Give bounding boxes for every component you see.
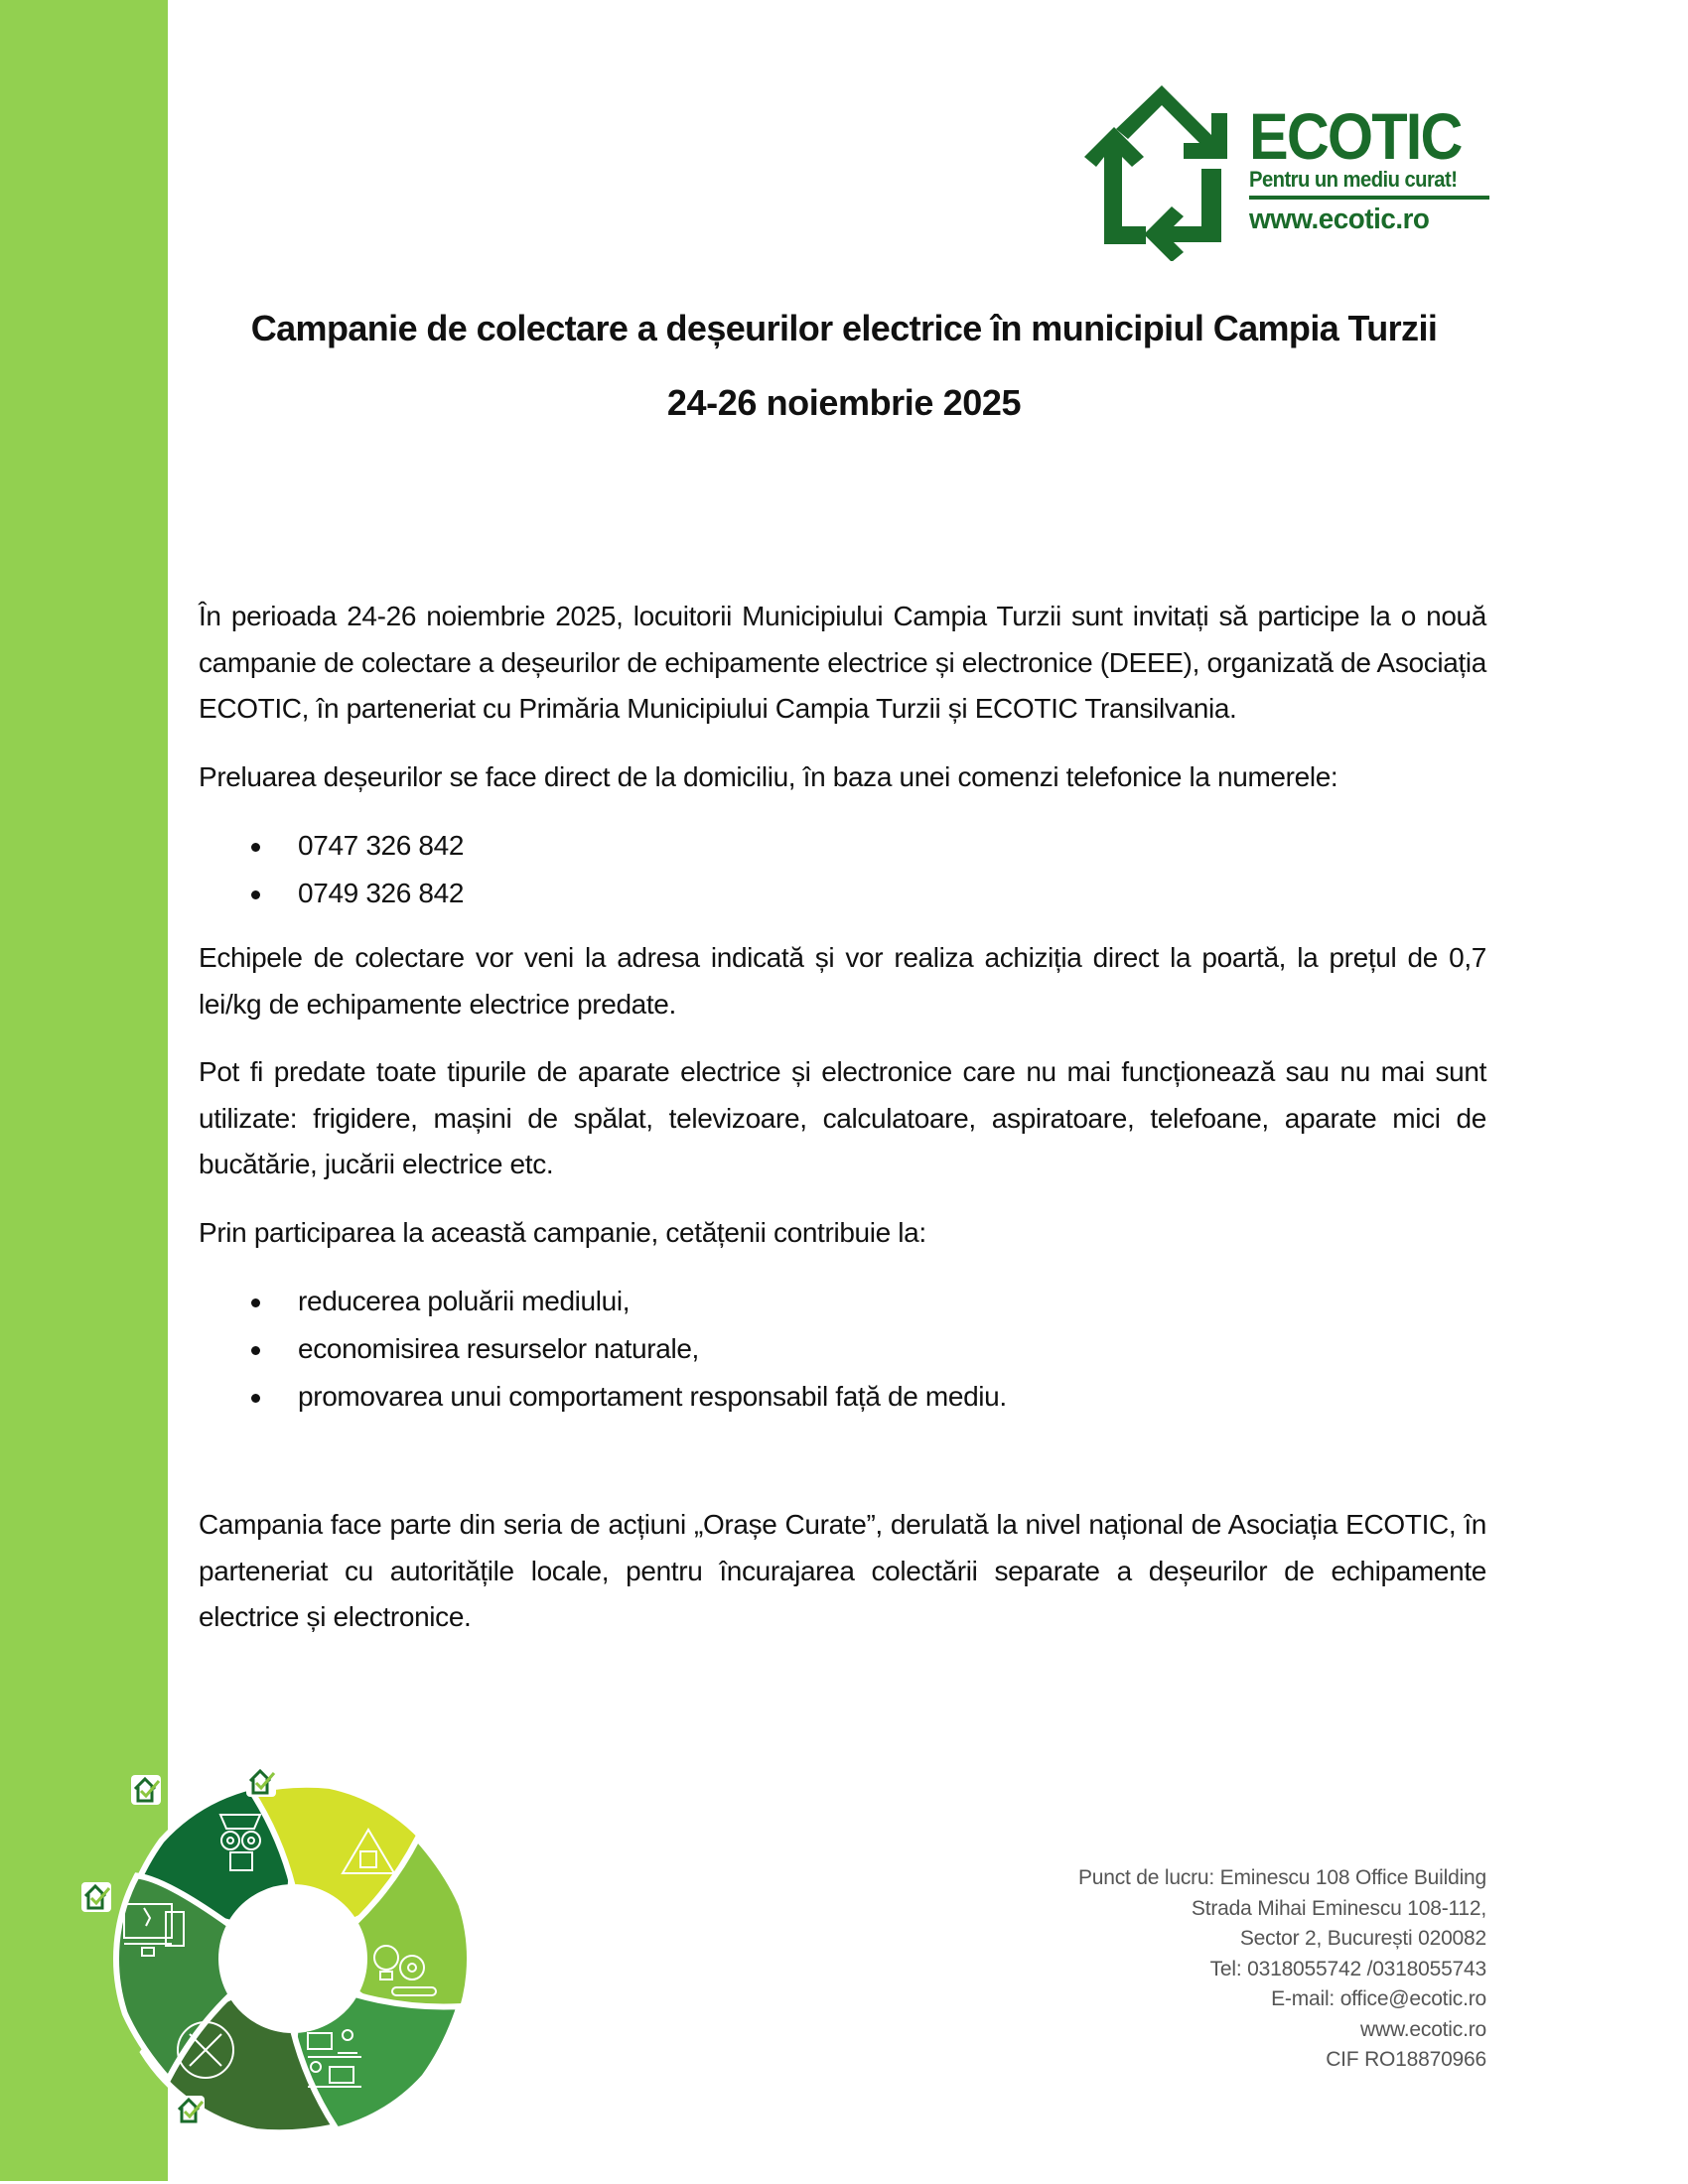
address-workplace: Punct de lucru: Eminescu 108 Office Building (1077, 1866, 1486, 1889)
logo-url: www.ecotic.ro (1249, 204, 1430, 235)
intro-paragraph: În perioada 24-26 noiembrie 2025, locuitorii Municipiului Campia Turzii sunt invitați să participe la o nouă campanie de colectare a deșeurilor de echipamente electrice și electronice (DEEE), organizată de Asociația ECOTIC, în parteneriat cu Primăria Municipiului Campia Turzii și ECOTIC Transilvania. (199, 601, 1486, 724)
title-block (199, 298, 1489, 425)
bullet-icon (251, 843, 260, 852)
address-cif: CIF RO18870966 (1326, 2048, 1486, 2071)
phone-list (199, 822, 1486, 917)
document-body (199, 594, 1486, 1663)
bullet-icon (251, 1298, 260, 1307)
accepted-items-paragraph: Pot fi predate toate tipurile de aparate electrice și electronice care nu mai funcționează sau nu mai sunt utilizate: frigidere, mașini de spălat, televizoare, calculatoare, aspiratoare, telefoane, aparate mici de bucătărie, jucării electrice etc. (199, 1056, 1486, 1179)
benefit-text: reducerea poluării mediului, (298, 1286, 631, 1316)
address-street: Strada Mihai Eminescu 108-112, (1191, 1896, 1486, 1920)
logo-divider (1249, 196, 1489, 200)
benefit-item (199, 1373, 1486, 1421)
address-website: www.ecotic.ro (1360, 2017, 1486, 2041)
page-title: Campanie de colectare a deșeurilor electrice în municipiul Campia Turzii (250, 308, 1438, 348)
bullet-icon (251, 1346, 260, 1355)
bullet-icon (251, 890, 260, 899)
address-email: E-mail: office@ecotic.ro (1271, 1987, 1486, 2010)
recycling-cycle-graphic (70, 1755, 487, 2152)
logo-brand: ECOTIC (1249, 99, 1462, 173)
eco-house-check-icon (175, 2096, 205, 2125)
contribution-intro: Prin participarea la această campanie, cetățenii contribuie la: (199, 1216, 926, 1248)
campaign-dates: 24-26 noiembrie 2025 (666, 382, 1022, 423)
benefit-item (199, 1325, 1486, 1373)
benefits-list (199, 1278, 1486, 1421)
phone-item (199, 822, 1486, 870)
eco-house-check-icon (246, 1767, 276, 1797)
phone-item (199, 870, 1486, 917)
bullet-icon (251, 1394, 260, 1403)
closing-paragraph: Campania face parte din seria de acțiuni „Orașe Curate”, derulată la nivel național de Asociația ECOTIC, în parteneriat cu autoritățile locale, pentru încurajarea colectării separate a deșeurilor de echipamente electrice și electronice. (199, 1509, 1486, 1632)
benefit-text: economisirea resurselor naturale, (298, 1333, 699, 1364)
pickup-paragraph: Preluarea deșeurilor se face direct de la domiciliu, în baza unei comenzi telefonice la numerele: (199, 760, 1338, 792)
recycle-house-icon (1080, 77, 1239, 261)
benefit-item (199, 1278, 1486, 1325)
phone-number: 0749 326 842 (298, 878, 465, 908)
eco-house-check-icon (81, 1882, 111, 1912)
phone-number: 0747 326 842 (298, 830, 465, 861)
logo-tagline: Pentru un mediu curat! (1249, 167, 1458, 192)
address-phone: Tel: 0318055742 /0318055743 (1209, 1957, 1486, 1980)
ecotic-logo (1080, 77, 1497, 266)
address-city: Sector 2, București 020082 (1239, 1927, 1486, 1950)
footer-address (1078, 1863, 1486, 2076)
price-paragraph: Echipele de colectare vor veni la adresa indicată și vor realiza achiziția direct la poartă, la prețul de 0,7 lei/kg de echipamente electrice predate. (199, 942, 1486, 1020)
benefit-text: promovarea unui comportament responsabil față de mediu. (298, 1381, 1007, 1412)
eco-house-check-icon (131, 1775, 161, 1805)
